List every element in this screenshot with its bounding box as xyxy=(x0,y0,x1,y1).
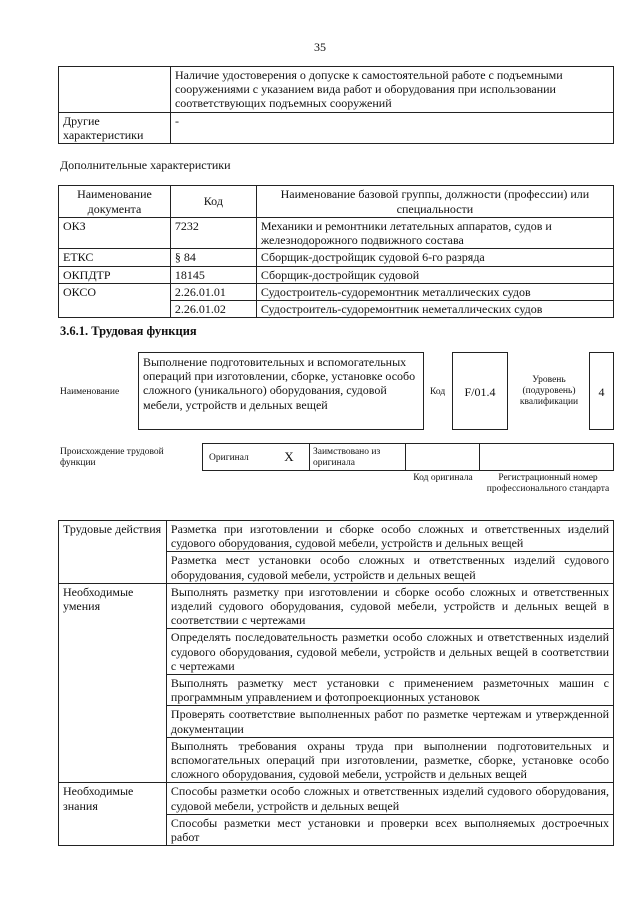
doc-row xyxy=(59,218,614,249)
skill-item: Определять последовательность разметки особо сложных и ответственных изделий судового оборудования, судовой мебели, устройств и дельных вещей в соответствии с чертежами xyxy=(166,629,613,675)
doc-row-doc: ЕТКС xyxy=(59,249,171,266)
other-characteristics-value: - xyxy=(170,113,613,144)
skill-item: Выполнять требования охраны труда при выполнении подготовительных и вспомогательных операций при изготовлении, разметке, сборке, установке особо сложного оборудования, судовой мебели, устройств и дельных вещей xyxy=(166,737,613,783)
doc-header-code: Код xyxy=(170,186,256,218)
skill-item: Выполнять разметку мест установки с применением разметочных машин с программным управлением и фотопроекционных установок xyxy=(166,675,613,706)
doc-header-document: Наименование документа xyxy=(59,186,171,218)
table-row xyxy=(59,521,614,552)
qualification-level-label: Уровень (подуровень) квалификации xyxy=(519,375,579,407)
skill-item: Выполнять разметку при изготовлении и сборке особо сложных и ответственных изделий судового оборудования, судовой мебели, устройств и дельных вещей в соответствии с чертежами xyxy=(166,583,613,629)
top-table xyxy=(58,66,614,144)
doc-row-code: 18145 xyxy=(170,266,256,283)
original-label: Оригинал xyxy=(209,453,249,463)
doc-row-doc: ОКЗ xyxy=(59,218,171,249)
doc-table xyxy=(58,185,614,318)
knowledge-item: Способы разметки особо сложных и ответственных изделий судового оборудования, судовой мебели, устройств и дельных вещей xyxy=(166,783,613,814)
function-code-label: Код xyxy=(430,387,446,397)
doc-row-code: 7232 xyxy=(170,218,256,249)
doc-row-code: 2.26.01.02 xyxy=(170,301,256,318)
doc-row-name: Судостроитель-судоремонтник металлических судов xyxy=(256,283,613,300)
qualification-level-value: 4 xyxy=(589,352,614,430)
top-table-requirement: Наличие удостоверения о допуске к самостоятельной работе с подъемными сооружениями с указанием вида работ и оборудования при использовании соответствующих подъемных сооружений xyxy=(170,67,613,113)
labor-actions-label: Трудовые действия xyxy=(59,521,167,584)
function-name-label: Наименование xyxy=(60,387,120,397)
table-row xyxy=(59,783,614,814)
origin-divider xyxy=(309,444,310,470)
required-skills-label: Необходимые умения xyxy=(59,583,167,783)
top-table-empty-cell xyxy=(59,67,171,113)
doc-row-name: Судостроитель-судоремонтник неметаллических судов xyxy=(256,301,613,318)
code-original-caption: Код оригинала xyxy=(413,473,473,483)
table-row xyxy=(59,583,614,629)
doc-row-code: 2.26.01.01 xyxy=(170,283,256,300)
other-characteristics-label: Другие характеристики xyxy=(59,113,171,144)
borrowed-label: Заимствовано из оригинала xyxy=(313,447,381,468)
doc-row-name: Сборщик-достройщик судовой xyxy=(256,266,613,283)
doc-row-name: Механики и ремонтники летательных аппаратов, судов и железнодорожного подвижного состава xyxy=(256,218,613,249)
origin-divider xyxy=(405,444,406,470)
function-name-value: Выполнение подготовительных и вспомогательных операций при изготовлении, сборке, установке особо сложного (уникального) оборудования, судовой мебели, устройств и дельных вещей xyxy=(138,352,424,430)
knowledge-item: Способы разметки мест установки и проверки всех выполняемых достроечных работ xyxy=(166,814,613,845)
doc-row-code: § 84 xyxy=(170,249,256,266)
origin-label: Происхождение трудовой функции xyxy=(60,447,164,468)
origin-divider xyxy=(479,444,480,470)
labor-action-item: Разметка мест установки особо сложных и ответственных изделий судового оборудования, судовой мебели, устройств и дельных вещей xyxy=(166,552,613,583)
reg-number-caption: Регистрационный номер профессионального стандарта xyxy=(486,473,610,494)
labor-action-item: Разметка при изготовлении и сборке особо сложных и ответственных изделий судового оборудования, судовой мебели, устройств и дельных вещей xyxy=(166,521,613,552)
doc-table-header xyxy=(59,186,614,218)
doc-row-doc xyxy=(59,301,171,318)
doc-row-name: Сборщик-достройщик судовой 6-го разряда xyxy=(256,249,613,266)
page-number: 35 xyxy=(314,40,326,54)
required-knowledge-label: Необходимые знания xyxy=(59,783,167,846)
origin-box xyxy=(202,443,614,471)
doc-row-doc: ОКСО xyxy=(59,283,171,300)
doc-row xyxy=(59,266,614,283)
additional-heading: Дополнительные характеристики xyxy=(60,158,231,172)
doc-header-name: Наименование базовой группы, должности (профессии) или специальности xyxy=(256,186,613,218)
original-mark: X xyxy=(284,449,294,464)
skill-item: Проверять соответствие выполненных работ по разметке чертежам и утвержденной документации xyxy=(166,706,613,737)
doc-row xyxy=(59,283,614,300)
function-code-value: F/01.4 xyxy=(452,352,508,430)
section-title: 3.6.1. Трудовая функция xyxy=(60,324,197,338)
doc-row xyxy=(59,249,614,266)
doc-row xyxy=(59,301,614,318)
doc-row-doc: ОКПДТР xyxy=(59,266,171,283)
main-table xyxy=(58,520,614,846)
